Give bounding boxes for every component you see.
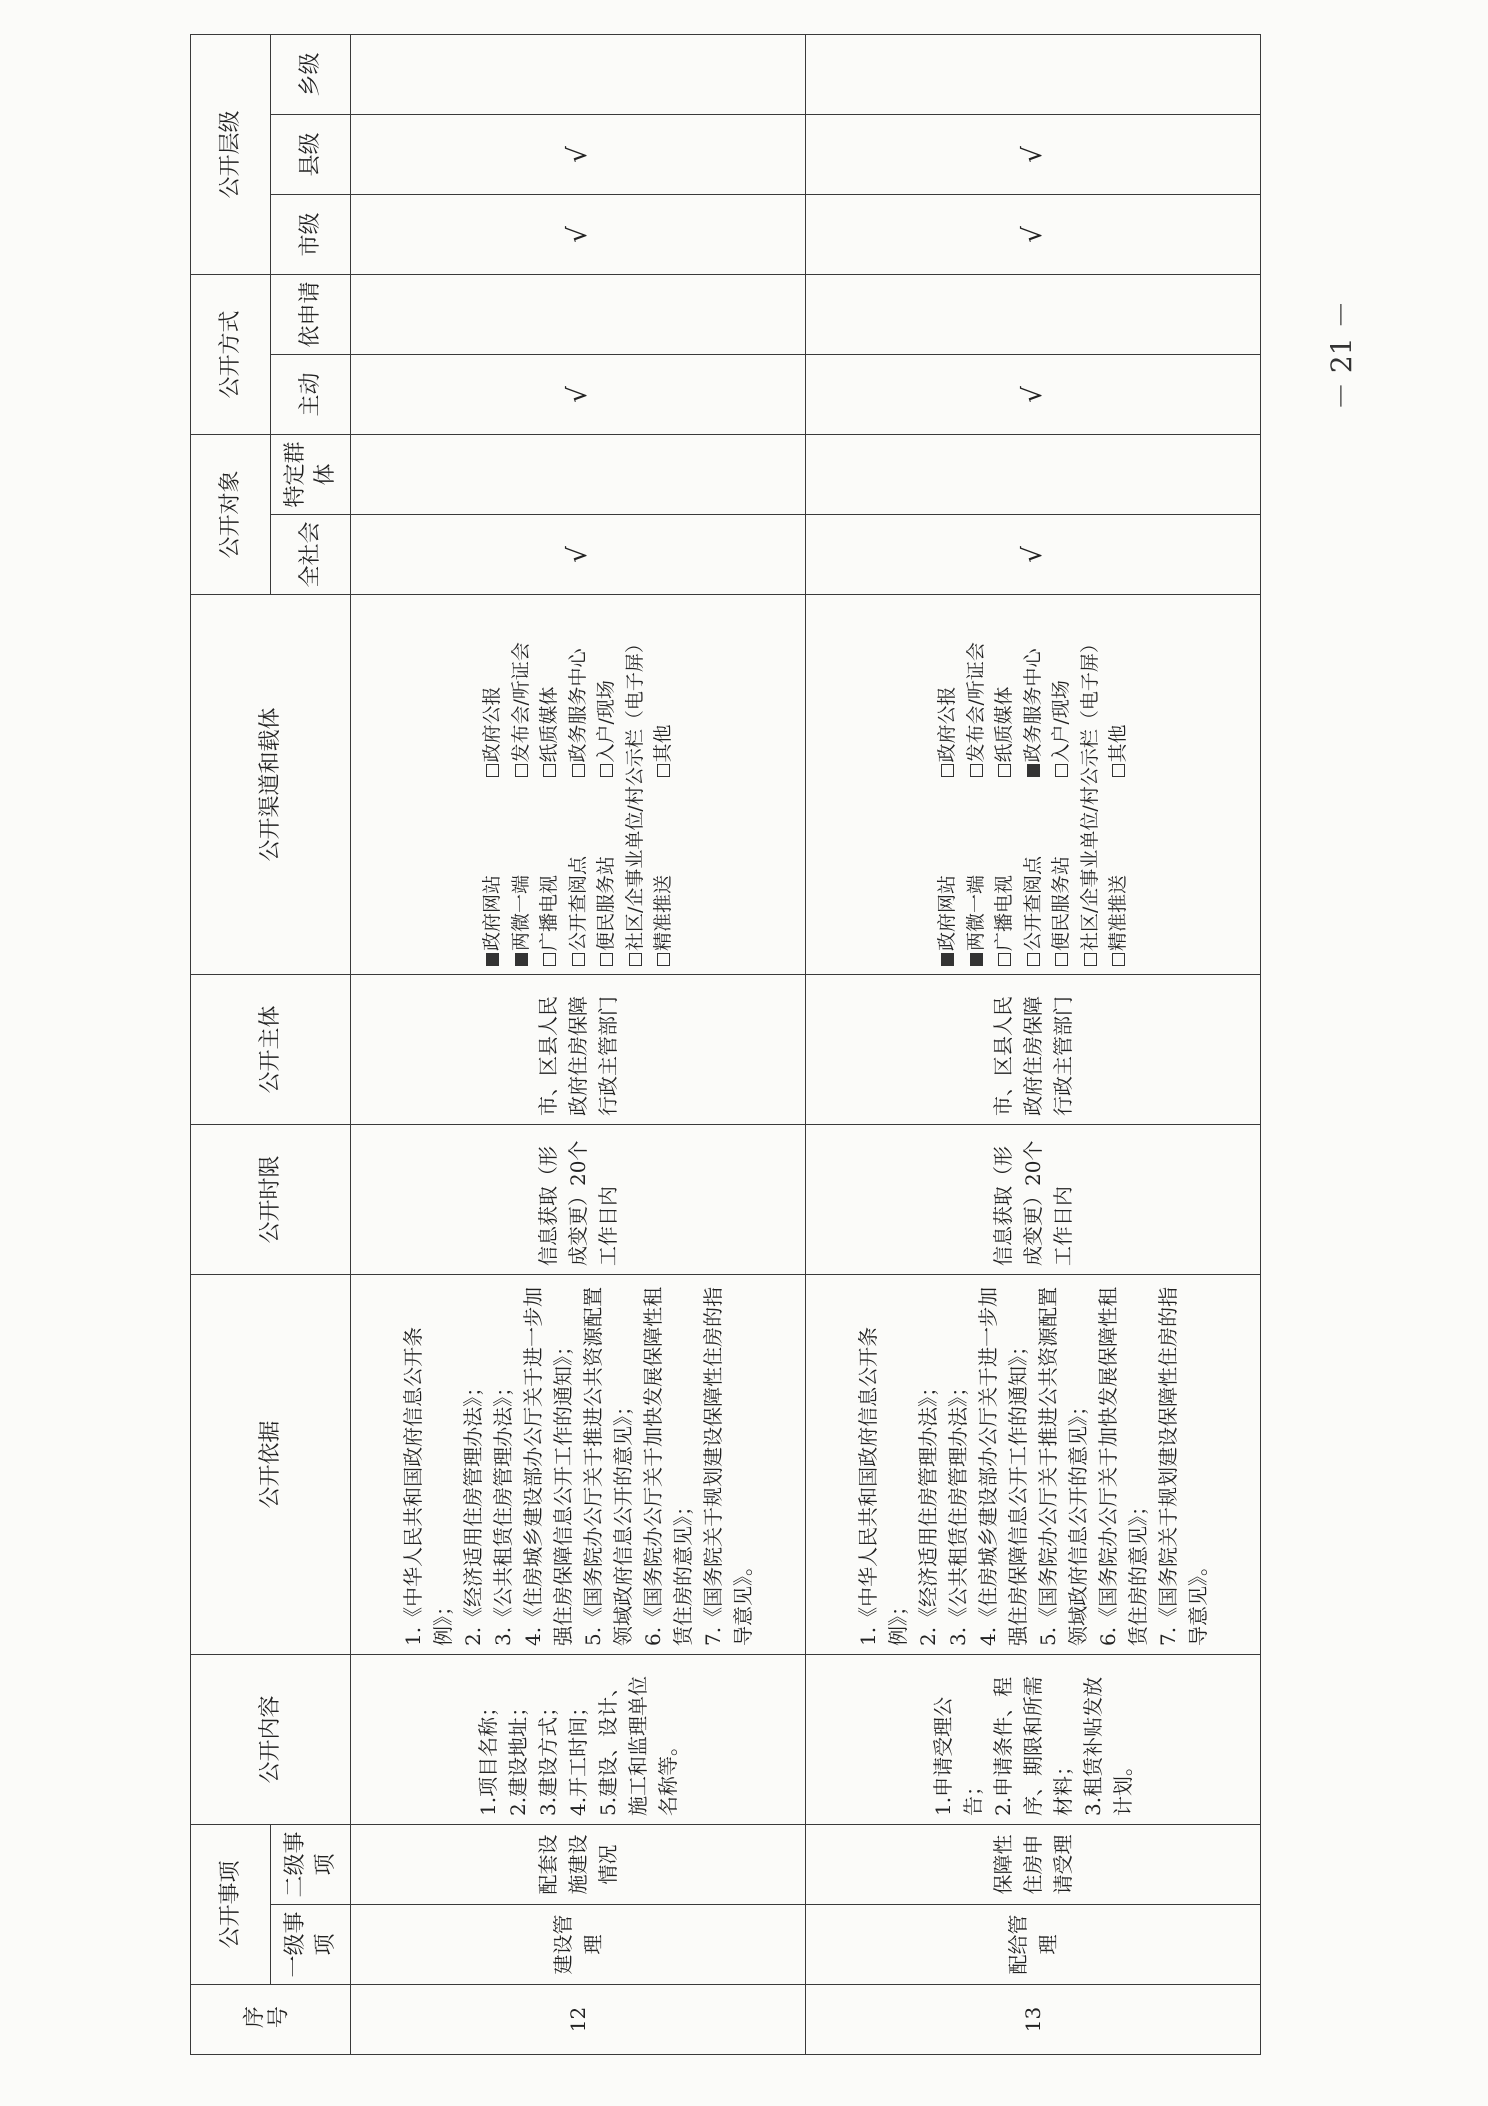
content-item: 4.开工时间； [566, 1696, 590, 1816]
row-subject: 市、区县人民政府住房保障行政主管部门 [806, 974, 1261, 1124]
channel-option [621, 603, 650, 966]
channel-option [933, 791, 962, 966]
header-item: 公开事项 [191, 1824, 271, 1984]
channel-label: 发布会/听证会 [964, 642, 987, 763]
channel-label: 政府网站 [481, 874, 504, 951]
row-audience-specific [351, 434, 806, 514]
channel-label: 纸质媒体 [993, 686, 1016, 763]
channel-option [990, 603, 1019, 778]
row-audience-all: √ [806, 514, 1261, 594]
unchecked-box-icon [600, 953, 613, 966]
unchecked-box-icon [941, 764, 954, 777]
channel-option [1104, 603, 1133, 778]
checked-box-icon [941, 953, 954, 966]
basis-item: 5.《国务院办公厅关于推进公共资源配置领域政府信息公开的意见》； [1036, 1286, 1090, 1646]
content-item: 2.申请条件、程序、期限和所需材料； [991, 1675, 1075, 1816]
unchecked-box-icon [998, 953, 1011, 966]
header-level-town: 乡级 [271, 34, 351, 114]
header-audience-specific: 特定群体 [271, 434, 351, 514]
channel-option [1019, 603, 1048, 778]
checked-box-icon [970, 953, 983, 966]
rotated-table-page [190, 52, 1260, 2055]
row-level-town [351, 34, 806, 114]
unchecked-box-icon [657, 953, 670, 966]
row-level-city: √ [351, 194, 806, 274]
unchecked-box-icon [600, 764, 613, 777]
checked-box-icon [1027, 764, 1040, 777]
disclosure-table [190, 34, 1261, 2055]
channel-option [933, 603, 962, 778]
unchecked-box-icon [515, 764, 528, 777]
checked-box-icon [486, 953, 499, 966]
row-method-request [351, 274, 806, 354]
header-level1: 一级事项 [271, 1905, 351, 1985]
channel-option [1104, 791, 1133, 966]
basis-item: 3.《公共租赁住房管理办法》； [946, 1376, 970, 1646]
channel-option [962, 603, 991, 778]
header-channel: 公开渠道和载体 [191, 594, 351, 974]
header-audience: 公开对象 [191, 434, 271, 594]
channel-option [1019, 791, 1048, 966]
header-basis: 公开依据 [191, 1274, 351, 1654]
channel-label: 便民服务站 [1050, 855, 1073, 951]
channel-option [1047, 791, 1076, 966]
row-seq: 13 [806, 1985, 1261, 2055]
row-seq: 12 [351, 1985, 806, 2055]
channel-option [649, 791, 678, 966]
row-content [351, 1654, 806, 1824]
header-level: 公开层级 [191, 34, 271, 274]
channel-option [507, 791, 536, 966]
channel-label: 入户/现场 [1050, 680, 1073, 763]
content-item: 2.建设地址； [506, 1696, 530, 1816]
header-audience-all: 全社会 [271, 514, 351, 594]
basis-item: 3.《公共租赁住房管理办法》； [491, 1376, 515, 1646]
header-subject: 公开主体 [191, 974, 351, 1124]
channel-label: 两微一端 [964, 874, 987, 951]
basis-item: 5.《国务院办公厅关于推进公共资源配置领域政府信息公开的意见》； [581, 1286, 635, 1646]
content-item: 5.建设、设计、施工和监理单位名称等。 [596, 1675, 680, 1816]
channel-label: 政务服务中心 [1021, 648, 1044, 763]
unchecked-box-icon [998, 764, 1011, 777]
basis-item: 4.《住房城乡建设部办公厅关于进一步加强住房保障信息公开工作的通知》； [976, 1286, 1030, 1646]
page-number: － 21 － [1325, 300, 1358, 410]
channel-label: 政府公报 [936, 686, 959, 763]
row-basis [806, 1274, 1261, 1654]
basis-item: 7.《国务院关于规划建设保障性住房的指导意见》。 [1156, 1286, 1210, 1646]
row-deadline: 信息获取（形成变更）20个工作日内 [806, 1124, 1261, 1274]
channel-label: 其他 [1107, 724, 1130, 763]
unchecked-box-icon [657, 764, 670, 777]
basis-item: 2.《经济适用住房管理办法》； [461, 1376, 485, 1646]
header-method-active: 主动 [271, 354, 351, 434]
header-seq: 序号 [191, 1985, 351, 2055]
channel-label: 发布会/听证会 [509, 642, 532, 763]
checked-box-icon [515, 953, 528, 966]
row-level-city: √ [806, 194, 1261, 274]
row-level1: 建设管理 [351, 1905, 806, 1985]
header-method: 公开方式 [191, 274, 271, 434]
content-item: 1.项目名称； [476, 1696, 500, 1816]
row-basis [351, 1274, 806, 1654]
channel-label: 精准推送 [1107, 874, 1130, 951]
unchecked-box-icon [572, 953, 585, 966]
row-channels [806, 594, 1261, 974]
channel-label: 社区/企事业单位/村公示栏（电子屏） [623, 634, 646, 951]
unchecked-box-icon [970, 764, 983, 777]
header-deadline: 公开时限 [191, 1124, 351, 1274]
row-method-active: √ [806, 354, 1261, 434]
unchecked-box-icon [543, 764, 556, 777]
unchecked-box-icon [1055, 953, 1068, 966]
row-level-county: √ [351, 114, 806, 194]
channel-label: 精准推送 [652, 874, 675, 951]
basis-item: 1.《中华人民共和国政府信息公开条例》； [401, 1326, 455, 1646]
basis-item: 2.《经济适用住房管理办法》； [916, 1376, 940, 1646]
header-level-city: 市级 [271, 194, 351, 274]
table-row [351, 34, 806, 2054]
row-subject: 市、区县人民政府住房保障行政主管部门 [351, 974, 806, 1124]
row-method-request [806, 274, 1261, 354]
channel-label: 其他 [652, 724, 675, 763]
unchecked-box-icon [1112, 953, 1125, 966]
header-method-request: 依申请 [271, 274, 351, 354]
unchecked-box-icon [572, 764, 585, 777]
table-row [806, 34, 1261, 2054]
channel-label: 政府公报 [481, 686, 504, 763]
row-deadline: 信息获取（形成变更）20个工作日内 [351, 1124, 806, 1274]
content-item: 1.申请受理公告； [931, 1696, 985, 1816]
channel-label: 纸质媒体 [538, 686, 561, 763]
channel-label: 政务服务中心 [566, 648, 589, 763]
basis-item: 6.《国务院办公厅关于加快发展保障性租赁住房的意见》； [641, 1286, 695, 1646]
channel-option [564, 791, 593, 966]
channel-option [592, 791, 621, 966]
header-level2: 二级事项 [271, 1824, 351, 1904]
channel-label: 政府网站 [936, 874, 959, 951]
unchecked-box-icon [486, 764, 499, 777]
channel-option [535, 603, 564, 778]
basis-item: 7.《国务院关于规划建设保障性住房的指导意见》。 [701, 1286, 755, 1646]
row-level2: 保障性住房申请受理 [806, 1824, 1261, 1904]
row-method-active: √ [351, 354, 806, 434]
channel-label: 公开查阅点 [1021, 855, 1044, 951]
header-content: 公开内容 [191, 1654, 351, 1824]
basis-item: 6.《国务院办公厅关于加快发展保障性租赁住房的意见》； [1096, 1286, 1150, 1646]
unchecked-box-icon [1055, 764, 1068, 777]
channel-option [478, 603, 507, 778]
channel-label: 公开查阅点 [566, 855, 589, 951]
row-audience-specific [806, 434, 1261, 514]
row-level-county: √ [806, 114, 1261, 194]
channel-option [1076, 603, 1105, 966]
channel-option [478, 791, 507, 966]
basis-item: 4.《住房城乡建设部办公厅关于进一步加强住房保障信息公开工作的通知》； [521, 1286, 575, 1646]
unchecked-box-icon [1084, 953, 1097, 966]
channel-option [592, 603, 621, 778]
row-audience-all: √ [351, 514, 806, 594]
row-content [806, 1654, 1261, 1824]
row-level2: 配套设施建设情况 [351, 1824, 806, 1904]
row-channels [351, 594, 806, 974]
channel-label: 社区/企事业单位/村公示栏（电子屏） [1078, 634, 1101, 951]
unchecked-box-icon [629, 953, 642, 966]
channel-label: 入户/现场 [595, 680, 618, 763]
channel-label: 便民服务站 [595, 855, 618, 951]
unchecked-box-icon [1027, 953, 1040, 966]
channel-label: 广播电视 [993, 874, 1016, 951]
channel-label: 两微一端 [509, 874, 532, 951]
row-level1: 配给管理 [806, 1905, 1261, 1985]
basis-item: 1.《中华人民共和国政府信息公开条例》； [856, 1326, 910, 1646]
row-level-town [806, 34, 1261, 114]
unchecked-box-icon [543, 953, 556, 966]
header-level-county: 县级 [271, 114, 351, 194]
unchecked-box-icon [1112, 764, 1125, 777]
channel-option [990, 791, 1019, 966]
channel-label: 广播电视 [538, 874, 561, 951]
channel-option [962, 791, 991, 966]
content-item: 3.建设方式； [536, 1696, 560, 1816]
channel-option [649, 603, 678, 778]
channel-option [1047, 603, 1076, 778]
channel-option [507, 603, 536, 778]
channel-option [535, 791, 564, 966]
content-item: 3.租赁补贴发放计划。 [1081, 1676, 1135, 1816]
channel-option [564, 603, 593, 778]
